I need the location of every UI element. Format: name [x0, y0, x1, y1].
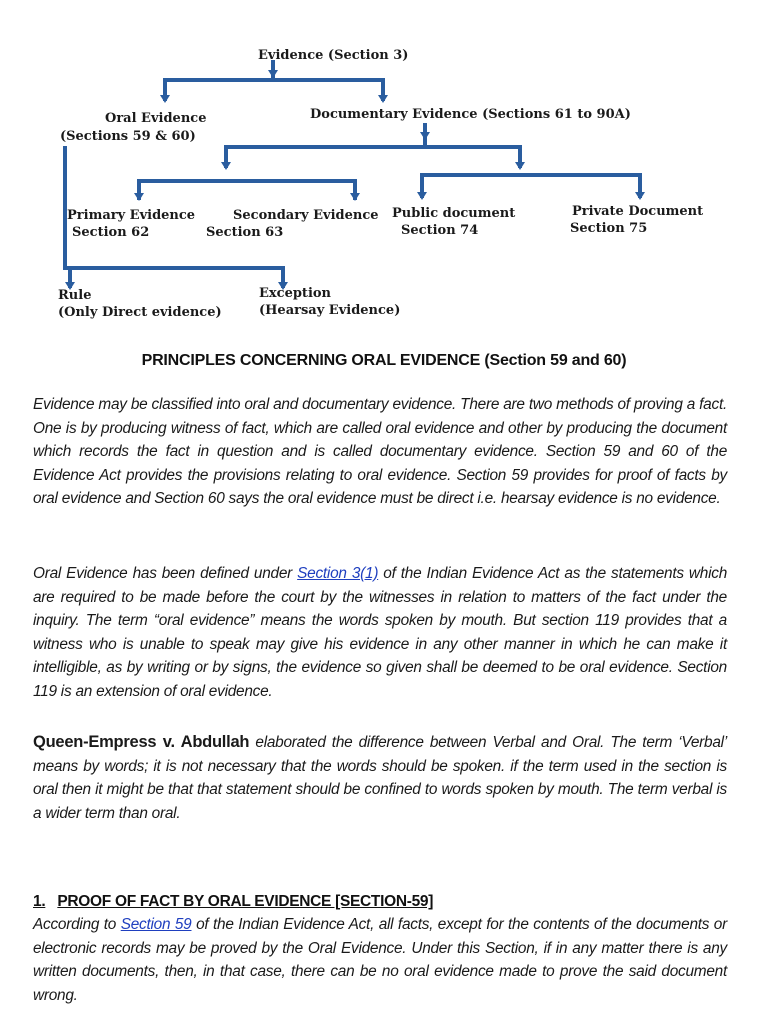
node-primary-evidence — [67, 207, 195, 241]
section-59-link[interactable]: Section 59 — [120, 916, 192, 933]
section-1-number: 1. — [33, 893, 46, 910]
node-public-document-title: Public document — [392, 206, 516, 221]
node-rule-note: (Only Direct evidence) — [58, 305, 222, 320]
node-exception — [259, 285, 400, 319]
paragraph-section-59-lead: According to — [33, 916, 121, 933]
node-documentary-evidence — [310, 106, 631, 123]
node-exception-title: Exception — [259, 286, 332, 301]
node-secondary-evidence — [206, 207, 379, 241]
paragraph-definition — [33, 562, 727, 704]
node-private-document-section: Section 75 — [570, 221, 648, 236]
node-secondary-evidence-title: Secondary Evidence — [233, 208, 379, 223]
section-3-1-link[interactable]: Section 3(1) — [297, 565, 379, 582]
paragraph-case-law-body: elaborated the difference between Verbal and Oral. The term ‘Verbal’ means by words; it is not necessary that the words should be spoken. if the term used in the section is oral then it might be that that statement should be confined to words spoken by mouth. The term verbal is a wider term than oral. — [33, 734, 727, 822]
node-public-document — [392, 205, 515, 239]
node-rule — [58, 287, 222, 321]
case-name: Queen-Empress v. Abdullah — [33, 733, 250, 751]
section-1-title: PROOF OF FACT BY ORAL EVIDENCE [SECTION-59] — [57, 893, 434, 910]
node-private-document — [572, 203, 703, 237]
paragraph-case-law — [33, 731, 727, 825]
node-oral-evidence-title: Oral Evidence — [105, 111, 207, 126]
node-primary-evidence-section: Section 62 — [72, 225, 150, 240]
paragraph-classification: Evidence may be classified into oral and documentary evidence. There are two methods of proving a fact. One is by producing witness of fact, which are called oral evidence and other by producing the document which records the fact in question and is called documentary evidence. Section 59 and 60 of the Evidence Act provides the provisions relating to oral evidence. Section 59 provides for proof of facts by oral evidence and Section 60 says the oral evidence must be direct i.e. hearsay evidence is no evidence. — [33, 396, 727, 508]
node-oral-evidence-sections — [60, 128, 196, 145]
node-evidence-label: Evidence (Section 3) — [258, 48, 409, 63]
section-1-heading — [33, 893, 433, 911]
node-evidence — [258, 47, 408, 64]
node-rule-title: Rule — [58, 288, 92, 303]
node-documentary-evidence-label: Documentary Evidence (Sections 61 to 90A) — [310, 107, 631, 122]
node-public-document-section: Section 74 — [401, 223, 479, 238]
node-private-document-title: Private Document — [572, 204, 704, 219]
section-heading-principles: PRINCIPLES CONCERNING ORAL EVIDENCE (Section 59 and 60) — [141, 352, 627, 369]
node-secondary-evidence-section: Section 63 — [206, 225, 284, 240]
node-oral-evidence-ref: (Sections 59 & 60) — [60, 129, 196, 144]
paragraph-definition-lead: Oral Evidence has been defined under — [33, 565, 298, 582]
paragraph-definition-body: of the Indian Evidence Act as the statements which are required to be made before the court by the witnesses in relation to matters of the fact under the inquiry. The term “oral evidence” means the words spoken by mouth. But section 119 provides that a witness who is unable to speak may give his evidence in any other manner in which he can make it intelligible, as by writing or by signs, the evidence so given shall be deemed to be oral evidence. Section 119 is an extension of oral evidence. — [33, 565, 727, 700]
paragraph-section-59 — [33, 913, 727, 1007]
node-exception-note: (Hearsay Evidence) — [259, 303, 401, 318]
evidence-classification-diagram — [0, 0, 768, 330]
node-primary-evidence-title: Primary Evidence — [67, 208, 196, 223]
paragraph-section-59-body: of the Indian Evidence Act, all facts, except for the contents of the documents or electronic records may be proved by the Oral Evidence. Under this Section, if in any matter there is any written documents, then, in that case, there can be no oral evidence made to prove the said document wrong. — [33, 916, 727, 1004]
node-oral-evidence — [105, 110, 206, 127]
